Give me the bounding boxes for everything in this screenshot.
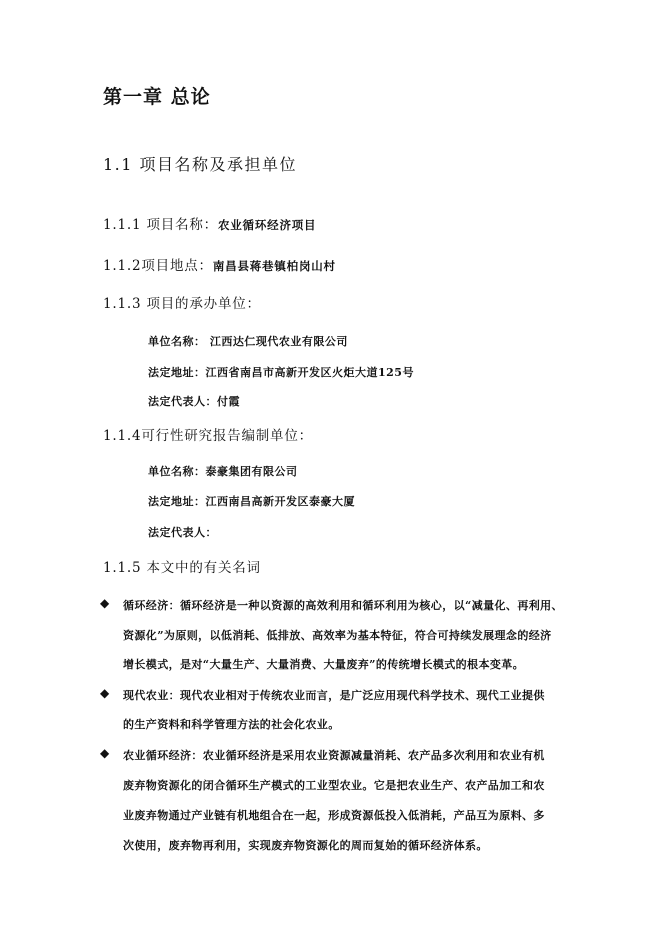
item-1-1-4-label: 1.1.4可行性研究报告编制单位： xyxy=(103,428,313,444)
item-1-1-3-address: 法定地址：江西省南昌市高新开发区火炬大道125号 xyxy=(148,366,414,379)
item-1-1-4-unit-name: 单位名称：泰豪集团有限公司 xyxy=(148,465,298,478)
term-circular-economy-line-1: 循环经济：循环经济是一种以资源的高效利用和循环利用为核心，以“减量化、再利用、 xyxy=(123,599,563,612)
item-1-1-5-label: 1.1.5 本文中的有关名词 xyxy=(103,560,261,576)
item-1-1-2-value: 南昌县蒋巷镇柏岗山村 xyxy=(212,259,336,273)
term-agri-circular-economy-line-3: 业废弃物通过产业链有机地组合在一起，形成资源低投入低消耗，产品互为原料、多 xyxy=(123,809,545,822)
term-agri-circular-economy-line-2: 废弃物资源化的闭合循环生产模式的工业型农业。它是把农业生产、农产品加工和农 xyxy=(123,779,545,792)
item-1-1-3-unit-name: 单位名称： 江西达仁现代农业有限公司 xyxy=(148,335,348,348)
item-1-1-1 xyxy=(103,213,316,233)
term-modern-agriculture-line-2: 的生产资料和科学管理方法的社会化农业。 xyxy=(123,718,340,731)
item-1-1-4-address: 法定地址：江西南昌高新开发区泰豪大厦 xyxy=(148,495,355,508)
term-circular-economy-line-3: 增长模式，是对“大量生产、大量消费、大量废弃”的传统增长模式的根本变革。 xyxy=(123,658,525,671)
item-1-1-3-representative: 法定代表人：付霞 xyxy=(148,395,240,408)
section-heading-1-1: 1.1 项目名称及承担单位 xyxy=(103,155,298,174)
item-1-1-2-label: 1.1.2项目地点： xyxy=(103,258,213,274)
item-1-1-4-representative: 法定代表人： xyxy=(148,526,217,539)
item-1-1-1-label: 1.1.1 项目名称： xyxy=(103,217,218,233)
bullet-diamond-icon: ◆ xyxy=(100,746,110,760)
term-modern-agriculture-line-1: 现代农业：现代农业相对于传统农业而言，是广泛应用现代科学技术、现代工业提供 xyxy=(123,689,545,702)
item-1-1-1-value: 农业循环经济项目 xyxy=(217,218,317,232)
term-circular-economy-line-2: 资源化”为原则，以低消耗、低排放、高效率为基本特征，符合可持续发展理念的经济 xyxy=(123,629,552,642)
item-1-1-2 xyxy=(103,254,336,274)
term-agri-circular-economy-line-4: 次使用，废弃物再利用，实现废弃物资源化的周而复始的循环经济体系。 xyxy=(123,839,488,852)
item-1-1-3-label: 1.1.3 项目的承办单位： xyxy=(103,296,261,312)
term-agri-circular-economy-line-1: 农业循环经济：农业循环经济是采用农业资源减量消耗、农产品多次利用和农业有机 xyxy=(123,749,545,762)
bullet-diamond-icon: ◆ xyxy=(100,596,110,610)
chapter-title: 第一章 总论 xyxy=(103,86,211,108)
bullet-diamond-icon: ◆ xyxy=(100,686,110,700)
